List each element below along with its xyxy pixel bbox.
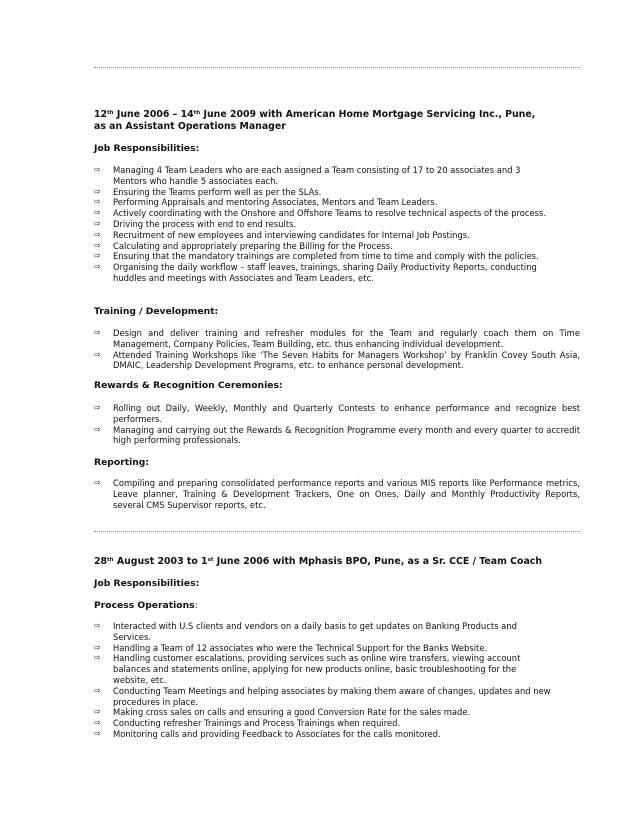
list-item xyxy=(94,621,552,643)
training-label: Training / Development: xyxy=(94,306,219,317)
list-item xyxy=(94,350,580,372)
list-item-text: Rolling out Daily, Weekly, Monthly and Quarterly Contests to enhance performance and recognize best performers. xyxy=(113,403,580,424)
process-operations-label xyxy=(94,600,580,612)
arrow-bullet-icon: ⇨ xyxy=(94,262,101,272)
rewards-section xyxy=(94,380,580,392)
job-responsibilities-label: Job Responsibilities: xyxy=(94,143,200,154)
arrow-bullet-icon: ⇨ xyxy=(94,186,101,196)
list-item-text: Making cross sales on calls and ensuring a good Conversion Rate for the sales made. xyxy=(113,707,471,718)
bullet-list xyxy=(94,621,552,740)
employment-role-line: as an Assistant Operations Manager xyxy=(94,121,286,132)
list-item-text: Organising the daily workflow – staff leaves, trainings, sharing Daily Productivity Reports, conducting huddles and meetings with Associates and Team Leaders, etc. xyxy=(113,262,537,283)
list-item-text: Calculating and appropriately preparing the Billing for the Process. xyxy=(113,240,393,251)
job-responsibilities-label: Job Responsibilities: xyxy=(94,578,200,589)
arrow-bullet-icon: ⇨ xyxy=(94,478,101,487)
list-item-text: Actively coordinating with the Onshore and Offshore Teams to resolve technical aspects of the process. xyxy=(113,208,547,219)
arrow-bullet-icon: ⇨ xyxy=(94,653,101,663)
reporting-list xyxy=(94,478,580,510)
list-item xyxy=(94,230,554,241)
arrow-bullet-icon: ⇨ xyxy=(94,685,101,695)
bullet-list xyxy=(94,478,580,510)
list-item-text: Interacted with U.S clients and vendors on a daily basis to get updates on Banking Products and Services. xyxy=(113,621,517,642)
arrow-bullet-icon: ⇨ xyxy=(94,165,101,174)
section-divider-middle xyxy=(94,531,580,532)
date-suffix: th xyxy=(107,557,114,563)
list-item xyxy=(94,425,580,447)
list-item-text: Attended Training Workshops like ‘The Seven Habits for Managers Workshop’ by Franklin Covey South Asia, DMAIC, Leadership Development Programs, etc. to enhance personal development. xyxy=(113,349,580,371)
arrow-bullet-icon: ⇨ xyxy=(94,218,101,228)
section-divider-top xyxy=(94,67,580,68)
list-item-text: Managing and carrying out the Rewards & Recognition Programme every month and every quarter to accredit high performing professionals. xyxy=(113,424,580,446)
date-day: 1 xyxy=(201,556,208,567)
arrow-bullet-icon: ⇨ xyxy=(94,240,101,250)
job-responsibilities-section-1 xyxy=(94,143,580,155)
date-text: June 2006 – xyxy=(113,109,181,120)
arrow-bullet-icon: ⇨ xyxy=(94,208,101,218)
list-item xyxy=(94,208,554,219)
employment-heading-1 xyxy=(94,109,580,133)
arrow-bullet-icon: ⇨ xyxy=(94,328,101,337)
employment-dates-line xyxy=(94,109,580,121)
date-suffix: th xyxy=(107,110,114,116)
list-item-text: Handling customer escalations, providing services such as online wire transfers, viewing account balances and statements online, applying for new products online, basic troubleshooting for the website, etc. xyxy=(113,653,521,685)
arrow-bullet-icon: ⇨ xyxy=(94,251,101,261)
date-day: 28 xyxy=(94,556,108,567)
list-item xyxy=(94,707,552,718)
list-item-text: Recruitment of new employees and interviewing candidates for Internal Job Postings. xyxy=(113,229,470,240)
list-item-text: Conducting Team Meetings and helping associates by making them aware of changes, updates and new procedures in place. xyxy=(113,685,551,707)
bullet-list xyxy=(94,403,580,446)
arrow-bullet-icon: ⇨ xyxy=(94,424,101,434)
list-item-text: Monitoring calls and providing Feedback to Associates for the calls monitored. xyxy=(113,728,441,739)
process-operations-section xyxy=(94,600,580,612)
arrow-bullet-icon: ⇨ xyxy=(94,197,101,207)
rewards-list xyxy=(94,403,580,446)
list-item xyxy=(94,653,552,685)
date-day: 12 xyxy=(94,109,108,120)
list-item xyxy=(94,478,580,510)
job-responsibilities-list-1 xyxy=(94,165,554,284)
training-list xyxy=(94,328,580,371)
process-operations-colon: : xyxy=(194,600,198,611)
list-item-text: Ensuring that the mandatory trainings are completed from time to time and comply with the policies. xyxy=(113,251,539,262)
list-item xyxy=(94,251,554,262)
list-item xyxy=(94,718,552,729)
employer-text: June 2006 with Mphasis BPO, Pune, as a Sr. CCE / Team Coach xyxy=(213,556,543,567)
list-item xyxy=(94,403,580,425)
list-item xyxy=(94,219,554,230)
list-item-text: Managing 4 Team Leaders who are each assigned a Team consisting of 17 to 20 associates and 3 Mentors who handle 5 associates each. xyxy=(113,165,521,186)
list-item-text: Driving the process with end to end results. xyxy=(113,218,297,229)
list-item-text: Performing Appraisals and mentoring Associates, Mentors and Team Leaders. xyxy=(113,197,438,208)
arrow-bullet-icon: ⇨ xyxy=(94,229,101,239)
rewards-label: Rewards & Recognition Ceremonies: xyxy=(94,380,283,391)
list-item xyxy=(94,165,554,187)
arrow-bullet-icon: ⇨ xyxy=(94,728,101,738)
employment-dates-line xyxy=(94,556,580,568)
date-suffix: st xyxy=(207,557,214,563)
employment-heading-2 xyxy=(94,556,580,568)
reporting-label: Reporting: xyxy=(94,457,150,468)
bullet-list xyxy=(94,328,580,371)
list-item xyxy=(94,241,554,252)
date-text: August 2003 to xyxy=(113,556,202,567)
job-responsibilities-section-2 xyxy=(94,578,580,590)
list-item-text: Ensuring the Teams perform well as per the SLAs. xyxy=(113,186,322,197)
list-item-text: Handling a Team of 12 associates who were the Technical Support for the Banks Website. xyxy=(113,642,488,653)
list-item xyxy=(94,328,580,350)
arrow-bullet-icon: ⇨ xyxy=(94,621,101,630)
bullet-list xyxy=(94,165,554,284)
process-operations-list xyxy=(94,621,552,740)
arrow-bullet-icon: ⇨ xyxy=(94,642,101,652)
list-item xyxy=(94,262,554,284)
date-day: 14 xyxy=(180,109,194,120)
date-suffix: th xyxy=(193,110,201,116)
list-item xyxy=(94,729,552,740)
list-item xyxy=(94,197,554,208)
reporting-section xyxy=(94,457,580,469)
list-item xyxy=(94,686,552,708)
arrow-bullet-icon: ⇨ xyxy=(94,403,101,412)
list-item xyxy=(94,643,552,654)
employer-text: June 2009 with American Home Mortgage Servicing Inc., Pune, xyxy=(200,109,536,120)
arrow-bullet-icon: ⇨ xyxy=(94,718,101,728)
process-operations-title: Process Operations xyxy=(94,600,195,611)
list-item xyxy=(94,187,554,198)
list-item-text: Conducting refresher Trainings and Process Trainings when required. xyxy=(113,718,401,729)
list-item-text: Compiling and preparing consolidated performance reports and various MIS reports like Performance metrics, Leave planner, Training & Development Trackers, One on Ones, Daily and Monthly Productivity Reports, several CMS Supervisor reports, etc. xyxy=(113,478,580,510)
arrow-bullet-icon: ⇨ xyxy=(94,707,101,717)
arrow-bullet-icon: ⇨ xyxy=(94,349,101,359)
training-section xyxy=(94,306,580,318)
list-item-text: Design and deliver training and refresher modules for the Team and regularly coach them on Time Management, Company Policies, Team Building, etc. thus enhancing individual development. xyxy=(113,328,580,349)
